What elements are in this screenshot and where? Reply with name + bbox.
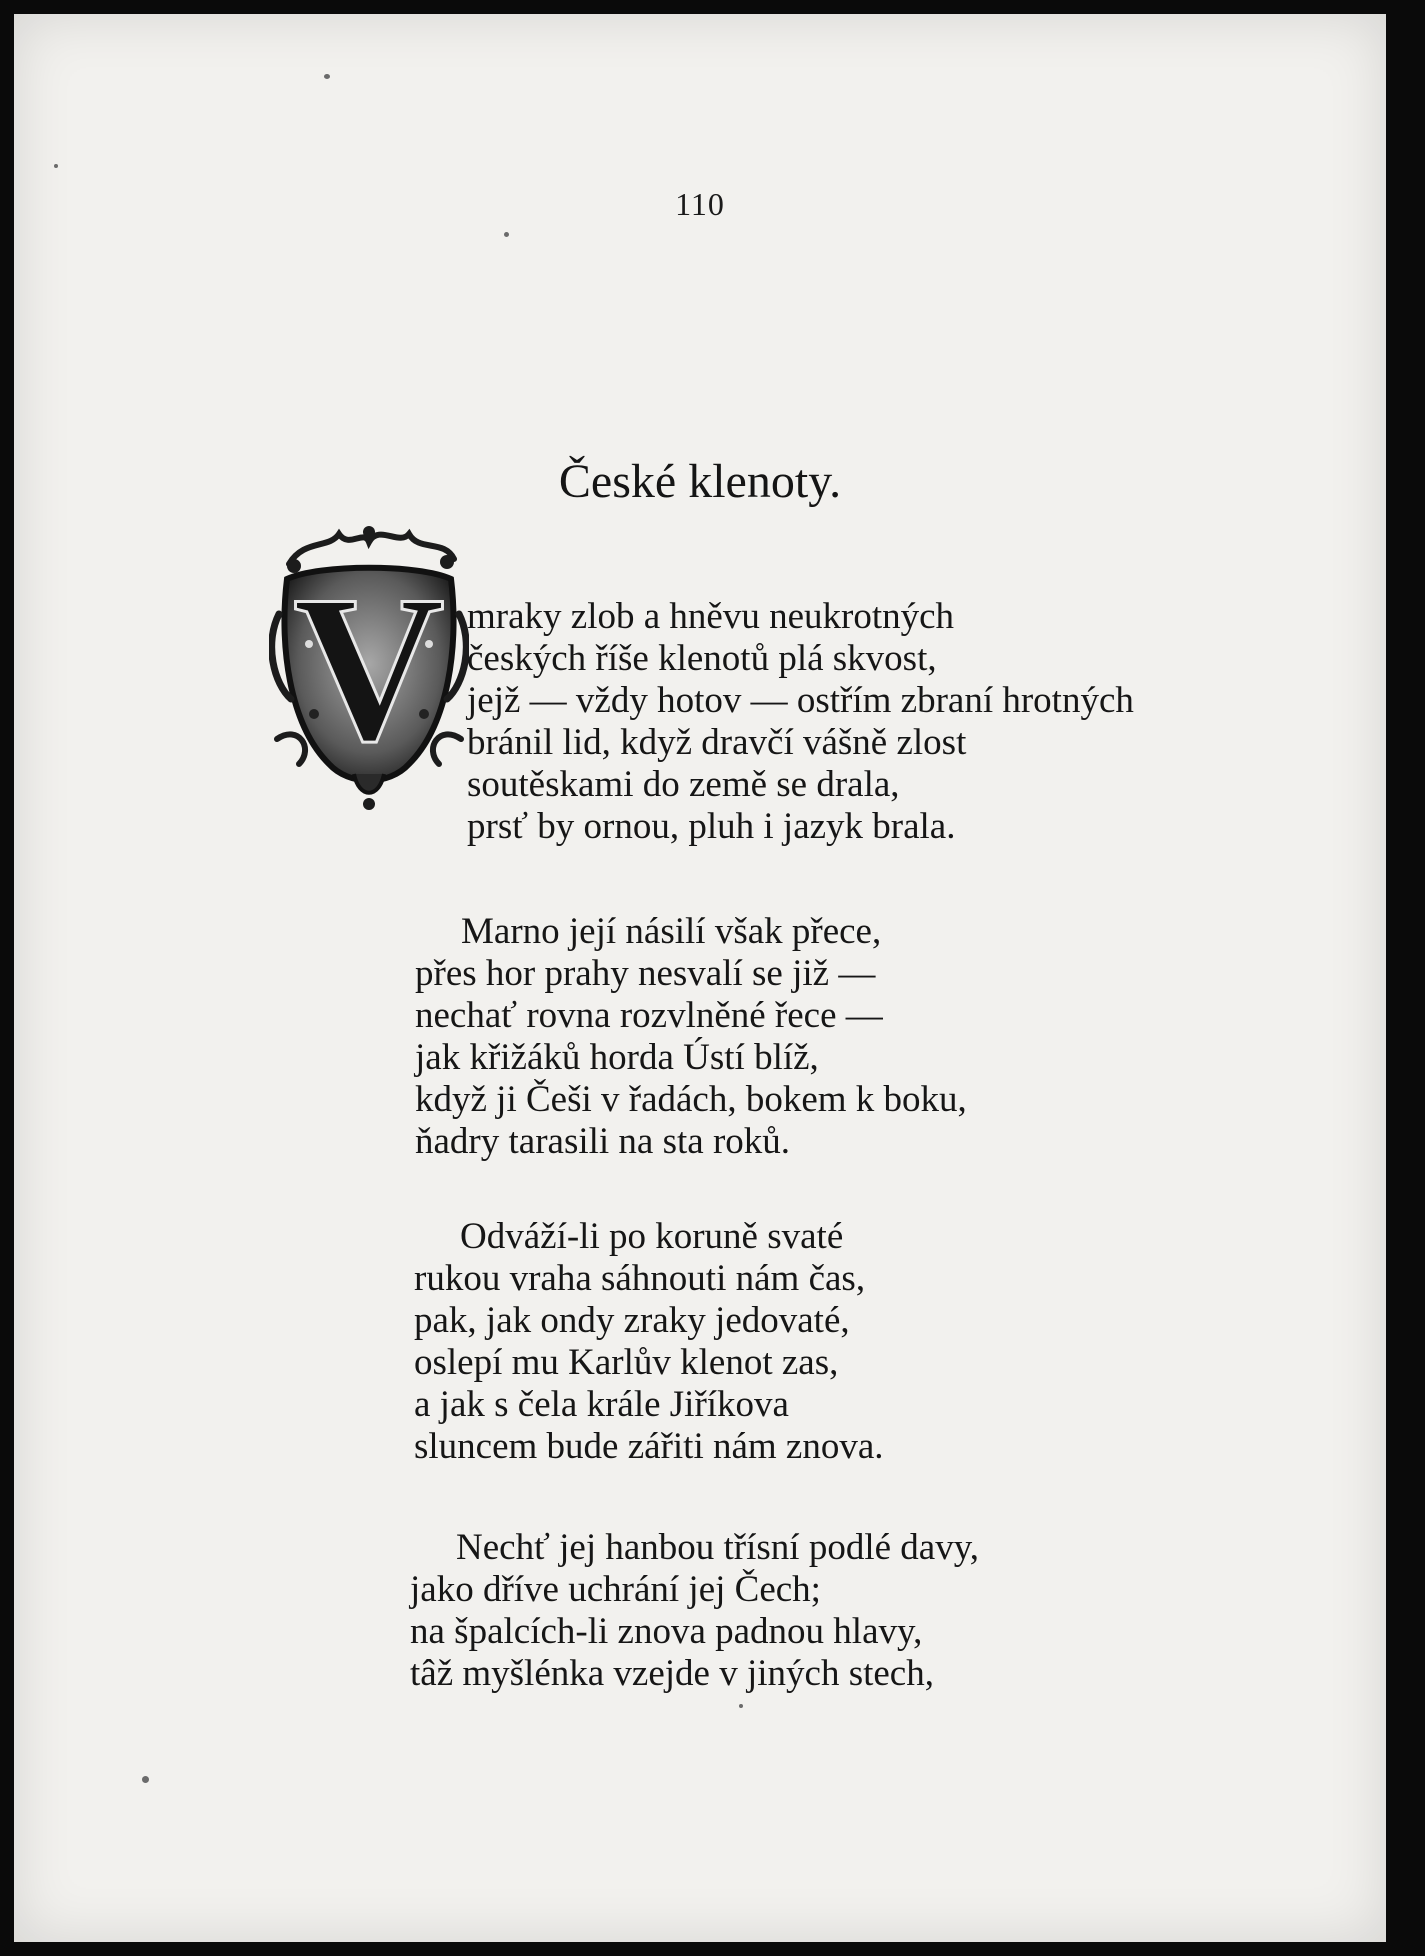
poem-title: České klenoty. — [558, 455, 842, 508]
poem-line: jejž — vždy hotov — ostřím zbraní hrotných — [467, 680, 1134, 721]
stanza-2 — [415, 911, 967, 1163]
poem-line: ňadry tarasili na sta roků. — [415, 1121, 791, 1162]
poem-line: tâž myšlénka vzejde v jiných stech, — [410, 1653, 934, 1694]
poem-line: pak, jak ondy zraky jedovaté, — [414, 1300, 850, 1341]
poem-line: jak křižáků horda Ústí blíž, — [415, 1037, 819, 1078]
scan-speck — [142, 1776, 149, 1783]
poem-line: českých říše klenotů plá skvost, — [467, 638, 937, 679]
stanza-4 — [410, 1527, 980, 1695]
poem-line: Odváží-li po koruně svaté — [460, 1216, 844, 1257]
poem-line: přes hor prahy nesvalí se již — — [415, 953, 876, 994]
poem-line: Marno její násilí však přece, — [461, 911, 882, 952]
poem-line: oslepí mu Karlův klenot zas, — [414, 1342, 839, 1383]
poem-line: mraky zlob a hněvu neukrotných — [467, 596, 955, 637]
scan-speck — [324, 74, 330, 79]
scan-speck — [739, 1704, 743, 1708]
poem-line: jako dříve uchrání jej Čech; — [410, 1569, 821, 1610]
scan-speck — [504, 232, 509, 237]
initial-letter: V — [293, 553, 445, 785]
ornamental-initial — [269, 524, 469, 814]
page-number: 110 — [675, 186, 725, 222]
poem-line: když ji Češi v řadách, bokem k boku, — [415, 1079, 967, 1120]
poem-line: prsť by ornou, pluh i jazyk brala. — [467, 806, 956, 847]
poem-line: Nechť jej hanbou třísní podlé davy, — [456, 1527, 980, 1568]
poem-line: rukou vraha sáhnouti nám čas, — [414, 1258, 866, 1299]
poem-line: a jak s čela krále Jiříkova — [414, 1384, 789, 1425]
poem-line: soutěskami do země se drala, — [467, 764, 900, 805]
book-page — [14, 14, 1386, 1942]
stanza-3 — [414, 1216, 884, 1468]
scan-speck — [54, 164, 58, 168]
poem-line: sluncem bude zářiti nám znova. — [414, 1426, 884, 1467]
poem-line: nechať rovna rozvlněné řece — — [415, 995, 883, 1036]
stanza-1 — [467, 596, 1134, 848]
poem-line: na špalcích-li znova padnou hlavy, — [410, 1611, 923, 1652]
poem-line: bránil lid, když dravčí vášně zlost — [467, 722, 967, 763]
